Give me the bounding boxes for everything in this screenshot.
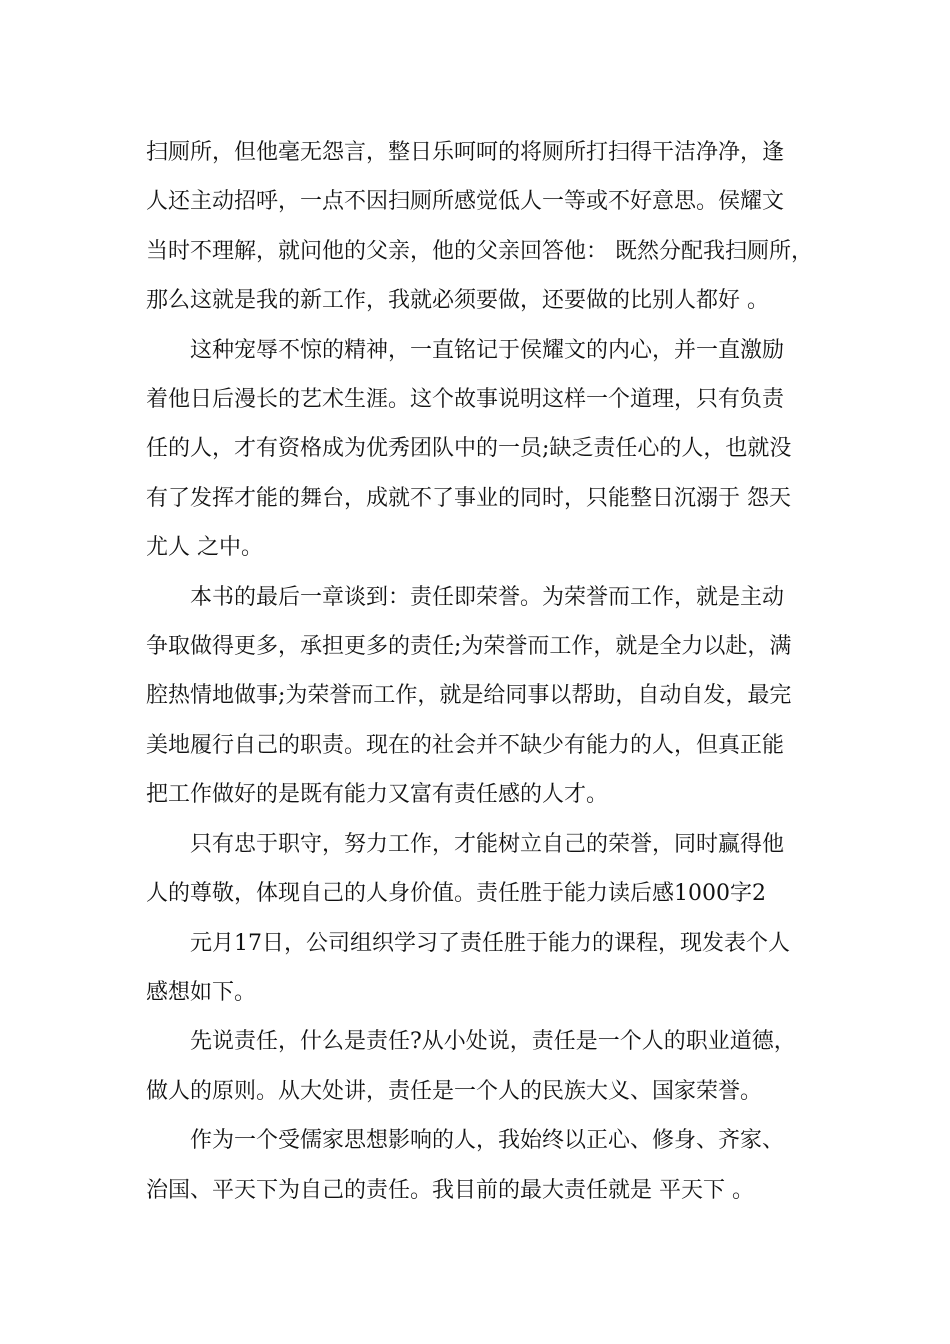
paragraph bbox=[146, 573, 822, 820]
text-line: 当时不理解，就问他的父亲，他的父亲回答他： 既然分配我扫厕所， bbox=[146, 238, 813, 264]
text-line: 争取做得更多，承担更多的责任;为荣誉而工作，就是全力以赴，满 bbox=[146, 634, 792, 660]
text-line: 治国、平天下为自己的责任。我目前的最大责任就是 平天下 。 bbox=[146, 1177, 754, 1203]
text-line: 有了发挥才能的舞台，成就不了事业的同时，只能整日沉溺于 怨天 bbox=[146, 485, 791, 511]
text-line: 作为一个受儒家思想影响的人，我始终以正心、修身、齐家、 bbox=[190, 1128, 785, 1154]
paragraph bbox=[146, 919, 822, 1018]
text-line: 美地履行自己的职责。现在的社会并不缺少有能力的人，但真正能 bbox=[146, 732, 785, 758]
text-line: 任的人，才有资格成为优秀团队中的一员;缺乏责任心的人，也就没 bbox=[146, 436, 792, 462]
text-line: 先说责任，什么是责任?从小处说，责任是一个人的职业道德， bbox=[190, 1029, 796, 1055]
text-line: 腔热情地做事;为荣誉而工作，就是给同事以帮助，自动自发，最完 bbox=[146, 683, 792, 709]
text-line: 扫厕所，但他毫无怨言，整日乐呵呵的将厕所打扫得干洁净净，逢 bbox=[146, 140, 785, 165]
text-line: 人的尊敬，体现自己的人身价值。责任胜于能力读后感1000字2 bbox=[146, 881, 766, 907]
text-line: 本书的最后一章谈到：责任即荣誉。为荣誉而工作，就是主动 bbox=[190, 584, 785, 610]
paragraph bbox=[146, 326, 822, 573]
text-line: 着他日后漫长的艺术生涯。这个故事说明这样一个道理，只有负责 bbox=[146, 387, 785, 413]
text-line: 感想如下。 bbox=[146, 979, 257, 1005]
text-line: 做人的原则。从大处讲，责任是一个人的民族大义、国家荣誉。 bbox=[146, 1078, 763, 1104]
text-line: 元月17日，公司组织学习了责任胜于能力的课程，现发表个人 bbox=[190, 930, 790, 956]
text-line: 只有忠于职守，努力工作，才能树立自己的荣誉，同时赢得他 bbox=[190, 831, 785, 857]
text-line: 这种宠辱不惊的精神，一直铭记于侯耀文的内心，并一直激励 bbox=[190, 337, 785, 363]
text-line: 人还主动招呼，一点不因扫厕所感觉低人一等或不好意思。侯耀文 bbox=[146, 189, 785, 215]
paragraph bbox=[146, 1116, 822, 1215]
paragraph bbox=[146, 820, 822, 919]
paragraph bbox=[146, 128, 822, 326]
paragraph bbox=[146, 1017, 822, 1116]
text-line: 那么这就是我的新工作，我就必须要做，还要做的比别人都好 。 bbox=[146, 288, 769, 314]
text-line: 把工作做好的是既有能力又富有责任感的人才。 bbox=[146, 782, 609, 808]
body-text bbox=[146, 128, 822, 1215]
text-line: 尤人 之中。 bbox=[146, 535, 263, 561]
